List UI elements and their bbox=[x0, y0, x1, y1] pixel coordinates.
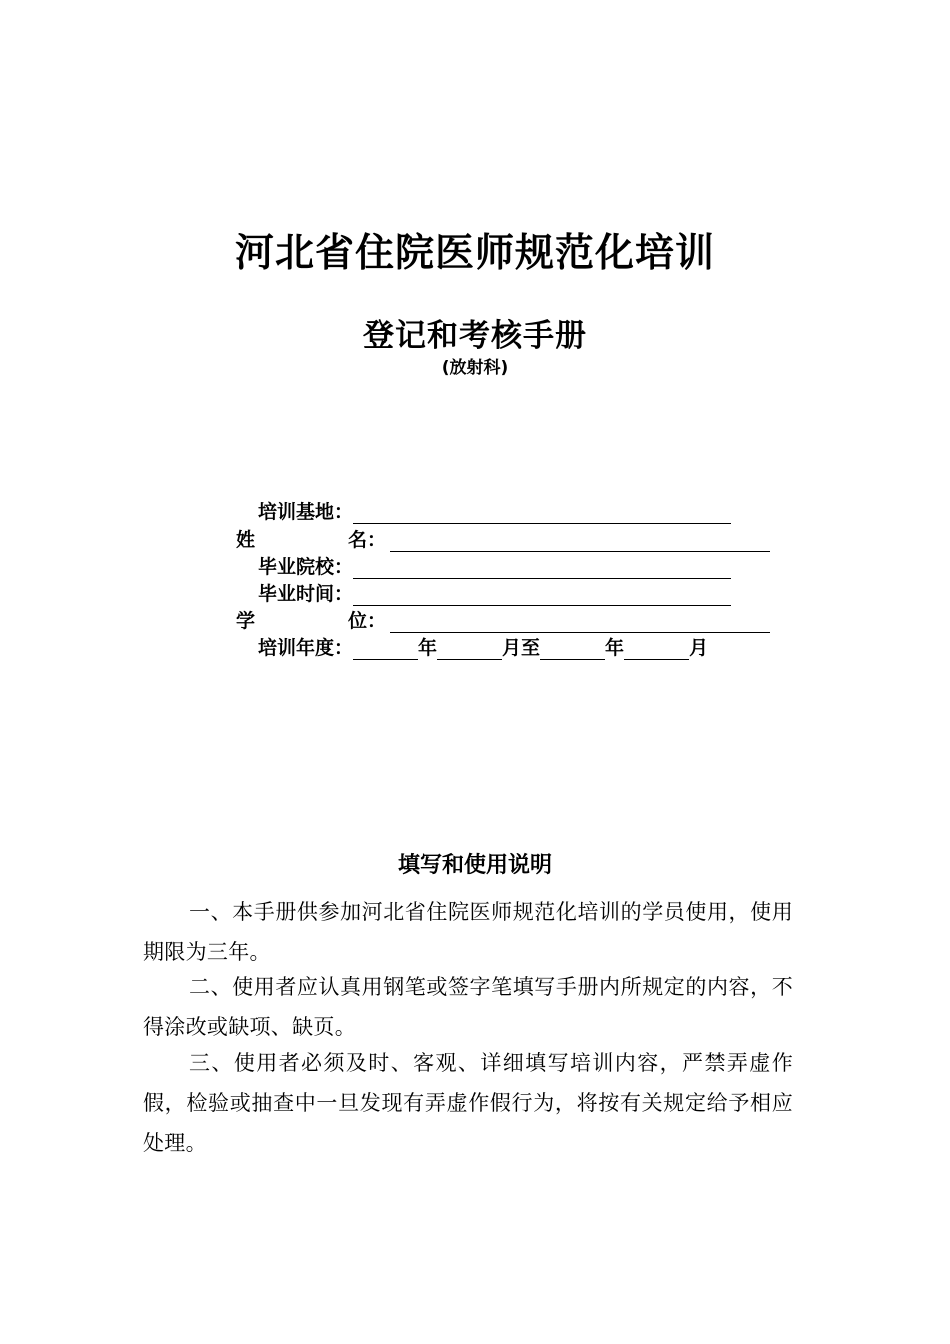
end-month-field[interactable] bbox=[624, 635, 689, 660]
year-unit-2: 年 bbox=[605, 637, 625, 659]
month-unit-2: 月 bbox=[689, 637, 709, 659]
start-year-field[interactable] bbox=[353, 635, 418, 660]
form-row-training-base bbox=[258, 499, 731, 525]
instruction-item: 二、使用者应认真用钢笔或签字笔填写手册内所规定的内容，不得涂改或缺项、缺页。 bbox=[143, 975, 793, 1039]
name-field[interactable] bbox=[390, 527, 770, 552]
training-base-label: 培训基地： bbox=[258, 501, 354, 523]
document-title: 河北省住院医师规范化培训 bbox=[234, 231, 715, 276]
training-year-label: 培训年度： bbox=[258, 637, 354, 659]
specialty-label: (放射科) bbox=[441, 358, 509, 378]
degree-label-char2: 位： bbox=[348, 610, 387, 632]
end-year-field[interactable] bbox=[540, 635, 605, 660]
form-row-school bbox=[258, 554, 731, 580]
grad-time-label: 毕业时间： bbox=[258, 583, 354, 605]
name-label-char2: 名： bbox=[348, 529, 387, 551]
school-field[interactable] bbox=[353, 554, 731, 579]
document-subtitle: 登记和考核手册 bbox=[363, 318, 587, 354]
degree-label-char1: 学 bbox=[236, 610, 256, 632]
form-row-training-year bbox=[258, 635, 708, 661]
instruction-item: 三、使用者必须及时、客观、详细填写培训内容，严禁弄虚作假，检验或抽查中一旦发现有弄虚作假行为，将按有关规定给予相应处理。 bbox=[143, 1051, 793, 1155]
training-base-field[interactable] bbox=[353, 499, 731, 524]
grad-time-field[interactable] bbox=[353, 581, 731, 606]
instruction-item: 一、本手册供参加河北省住院医师规范化培训的学员使用，使用期限为三年。 bbox=[143, 900, 793, 964]
year-unit-1: 年 bbox=[418, 637, 438, 659]
instructions-title: 填写和使用说明 bbox=[397, 853, 552, 878]
month-unit-1: 月至 bbox=[502, 637, 541, 659]
start-month-field[interactable] bbox=[437, 635, 502, 660]
school-label: 毕业院校： bbox=[258, 556, 354, 578]
degree-field[interactable] bbox=[390, 608, 770, 633]
name-label-char1: 姓 bbox=[236, 529, 256, 551]
form-row-grad-time bbox=[258, 581, 731, 607]
